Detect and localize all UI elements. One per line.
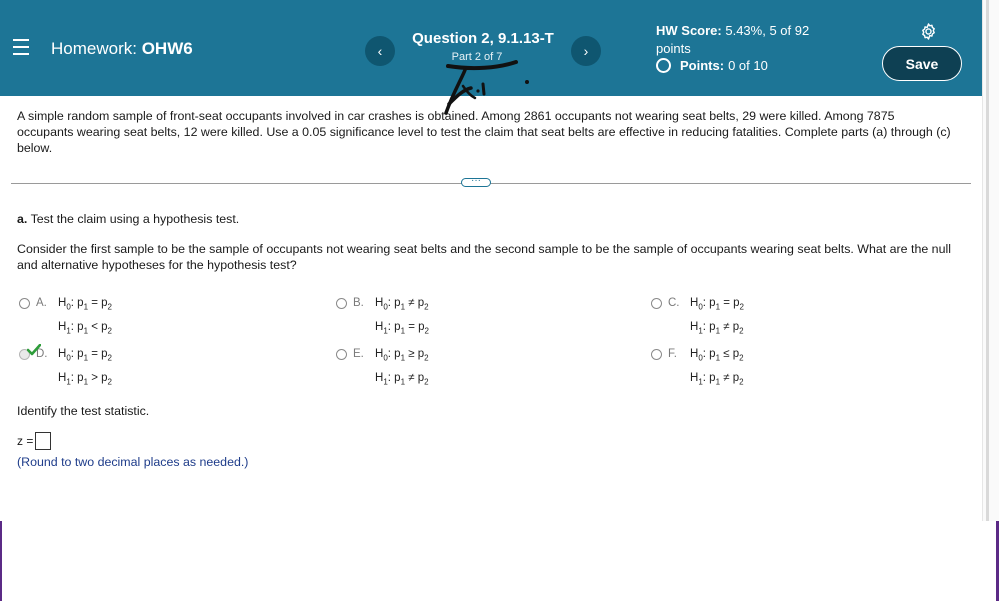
h0-relation: ≤	[723, 348, 730, 360]
gear-icon[interactable]	[919, 22, 938, 41]
hypotheses: $H_0$: $p_1 \le p_2$ $H_1$: $p_1 \ne p_2$	[690, 348, 744, 387]
hypotheses: $H_0$: $p_1 = p_2$ $H_1$: $p_1 \ne p_2$	[690, 297, 744, 336]
option-e[interactable]	[336, 348, 429, 393]
bottom-area	[0, 521, 999, 601]
option-letter: D.	[36, 348, 48, 360]
part-a-label: a.	[17, 212, 28, 226]
hypotheses: $H_0$: $p_1 \ne p_2$ $H_1$: $p_1 = p_2$	[375, 297, 429, 336]
radio-button[interactable]	[19, 298, 30, 309]
next-question-button[interactable]: ›	[571, 36, 601, 66]
points-label: Points:	[680, 58, 725, 73]
h1-relation: ≠	[408, 372, 415, 385]
option-letter: E.	[353, 348, 364, 360]
h0-relation: =	[91, 348, 98, 360]
option-d[interactable]	[19, 348, 112, 393]
hypotheses: $H_0$: $p_1 \ge p_2$ $H_1$: $p_1 \ne p_2$	[375, 348, 429, 387]
homework-prefix: Homework:	[51, 39, 137, 58]
part-indicator: Part 2 of 7	[451, 51, 503, 63]
hypotheses: $H_0$: $p_1 = p_2$ $H_1$: $p_1 < p_2$	[58, 297, 112, 336]
h1-relation: <	[91, 321, 98, 334]
h1-relation: ≠	[723, 372, 730, 385]
radio-button[interactable]	[336, 349, 347, 360]
radio-button[interactable]	[336, 298, 347, 309]
radio-button[interactable]	[651, 298, 662, 309]
rounding-note: (Round to two decimal places as needed.)	[17, 455, 249, 469]
question-title: Question 2, 9.1.13-T	[412, 30, 554, 47]
scrollbar[interactable]	[982, 0, 999, 521]
option-b[interactable]	[336, 297, 429, 342]
option-a[interactable]	[19, 297, 112, 342]
hw-score-value: 5.43%, 5 of 92	[725, 23, 810, 38]
menu-icon[interactable]	[13, 39, 29, 55]
h0-relation: ≥	[408, 348, 415, 360]
hw-score-unit: points	[656, 41, 691, 56]
points-circle-icon	[656, 58, 671, 73]
part-a-text: Test the claim using a hypothesis test.	[30, 212, 240, 226]
option-c[interactable]	[651, 297, 744, 342]
homework-title	[51, 39, 193, 59]
z-label: z =	[17, 434, 34, 448]
option-letter: F.	[668, 348, 677, 360]
more-button[interactable]: ···	[461, 178, 491, 187]
option-letter: C.	[668, 297, 680, 309]
points-row	[656, 58, 768, 73]
hw-score-label: HW Score:	[656, 23, 722, 38]
hypotheses: $H_0$: $p_1 = p_2$ $H_1$: $p_1 > p_2$	[58, 348, 112, 387]
option-letter: B.	[353, 297, 364, 309]
z-answer-row	[17, 432, 51, 450]
radio-button[interactable]	[651, 349, 662, 360]
homework-name: OHW6	[141, 39, 193, 58]
h0-relation: =	[723, 297, 730, 309]
previous-question-button[interactable]: ‹	[365, 36, 395, 66]
option-f[interactable]	[651, 348, 744, 393]
checkmark-icon	[27, 344, 41, 356]
h1-relation: =	[408, 321, 415, 334]
points-value: 0 of 10	[728, 58, 768, 73]
part-a-heading	[17, 212, 239, 226]
z-answer-input[interactable]	[35, 432, 51, 450]
hw-score	[656, 22, 846, 58]
h0-relation: ≠	[408, 297, 415, 309]
identify-statistic-text: Identify the test statistic.	[17, 404, 150, 418]
question-prompt: A simple random sample of front-seat occupants involved in car crashes is obtained. Among 2861 occupants not wearing seat belts, 29 were killed. Among 7875 occupants wearing seat belts, 12 were killed. Use a 0.05 significance level to test the claim that seat belts are effective in reducing fatalities. Complete parts (a) through (c) below.	[17, 109, 951, 155]
h1-relation: ≠	[723, 321, 730, 334]
h1-relation: >	[91, 372, 98, 385]
h0-relation: =	[91, 297, 98, 309]
save-button[interactable]: Save	[882, 46, 962, 81]
hypothesis-question: Consider the first sample to be the sample of occupants not wearing seat belts and the second sample to be the sample of occupants wearing seat belts. What are the null and alternative hypotheses for the hypothesis test?	[17, 242, 951, 272]
option-letter: A.	[36, 297, 47, 309]
section-divider	[11, 183, 971, 184]
